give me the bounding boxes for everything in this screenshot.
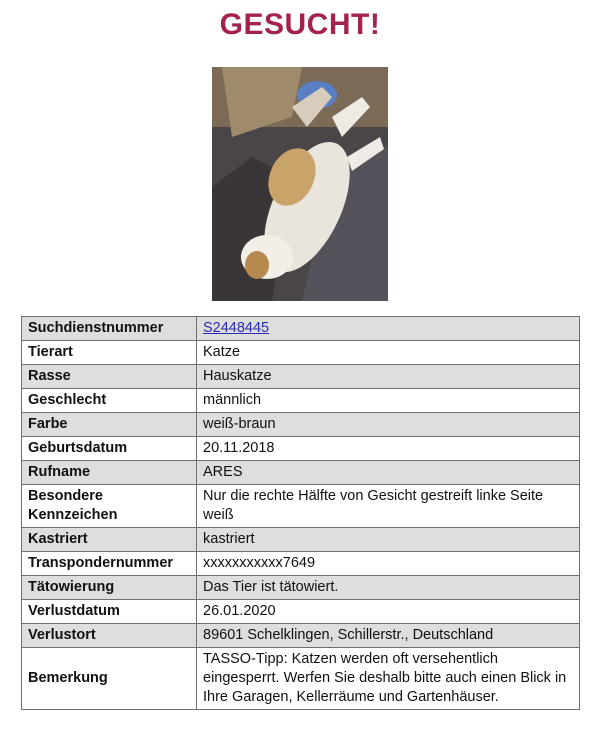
field-value: kastriert <box>197 528 580 552</box>
table-row-rufname <box>22 461 580 485</box>
field-label: Transpondernummer <box>22 552 197 576</box>
field-value: männlich <box>197 389 580 413</box>
field-value: ARES <box>197 461 580 485</box>
field-value: xxxxxxxxxxx7649 <box>197 552 580 576</box>
field-value: 20.11.2018 <box>197 437 580 461</box>
field-value: Nur die rechte Hälfte von Gesicht gestreift linke Seite weiß <box>197 485 580 528</box>
field-label: Besondere Kennzeichen <box>22 485 197 528</box>
field-value: 89601 Schelklingen, Schillerstr., Deutschland <box>197 624 580 648</box>
field-value <box>197 317 580 341</box>
table-row-suchdienstnummer <box>22 317 580 341</box>
table-row-geschlecht <box>22 389 580 413</box>
field-label: Suchdienstnummer <box>22 317 197 341</box>
field-value: Katze <box>197 341 580 365</box>
field-value: TASSO-Tipp: Katzen werden oft versehentlich eingesperrt. Werfen Sie deshalb bitte auch einen Blick in Ihre Garagen, Kellerräume und Gartenhäuser. <box>197 648 580 710</box>
table-row-farbe <box>22 413 580 437</box>
table-row-besondere-kennzeichen <box>22 485 580 528</box>
field-label: Verlustort <box>22 624 197 648</box>
page-title: GESUCHT! <box>219 8 381 41</box>
field-label: Tätowierung <box>22 576 197 600</box>
table-row-taetowierung <box>22 576 580 600</box>
field-label: Rasse <box>22 365 197 389</box>
field-label: Tierart <box>22 341 197 365</box>
table-row-rasse <box>22 365 580 389</box>
table-row-verlustort <box>22 624 580 648</box>
table-row-kastriert <box>22 528 580 552</box>
table-row-tierart <box>22 341 580 365</box>
field-label: Geschlecht <box>22 389 197 413</box>
search-service-number-link[interactable]: S2448445 <box>203 320 270 336</box>
field-label: Farbe <box>22 413 197 437</box>
table-row-verlustdatum <box>22 600 580 624</box>
field-value: Das Tier ist tätowiert. <box>197 576 580 600</box>
field-value: Hauskatze <box>197 365 580 389</box>
field-label: Rufname <box>22 461 197 485</box>
pet-info-table <box>21 316 580 710</box>
table-row-bemerkung <box>22 648 580 710</box>
field-label: Geburtsdatum <box>22 437 197 461</box>
cat-photo-illustration <box>212 67 388 301</box>
table-row-transpondernummer <box>22 552 580 576</box>
field-label: Kastriert <box>22 528 197 552</box>
table-row-geburtsdatum <box>22 437 580 461</box>
field-label: Bemerkung <box>22 648 197 710</box>
field-label: Verlustdatum <box>22 600 197 624</box>
cat-photo <box>212 67 388 301</box>
field-value: 26.01.2020 <box>197 600 580 624</box>
field-value: weiß-braun <box>197 413 580 437</box>
